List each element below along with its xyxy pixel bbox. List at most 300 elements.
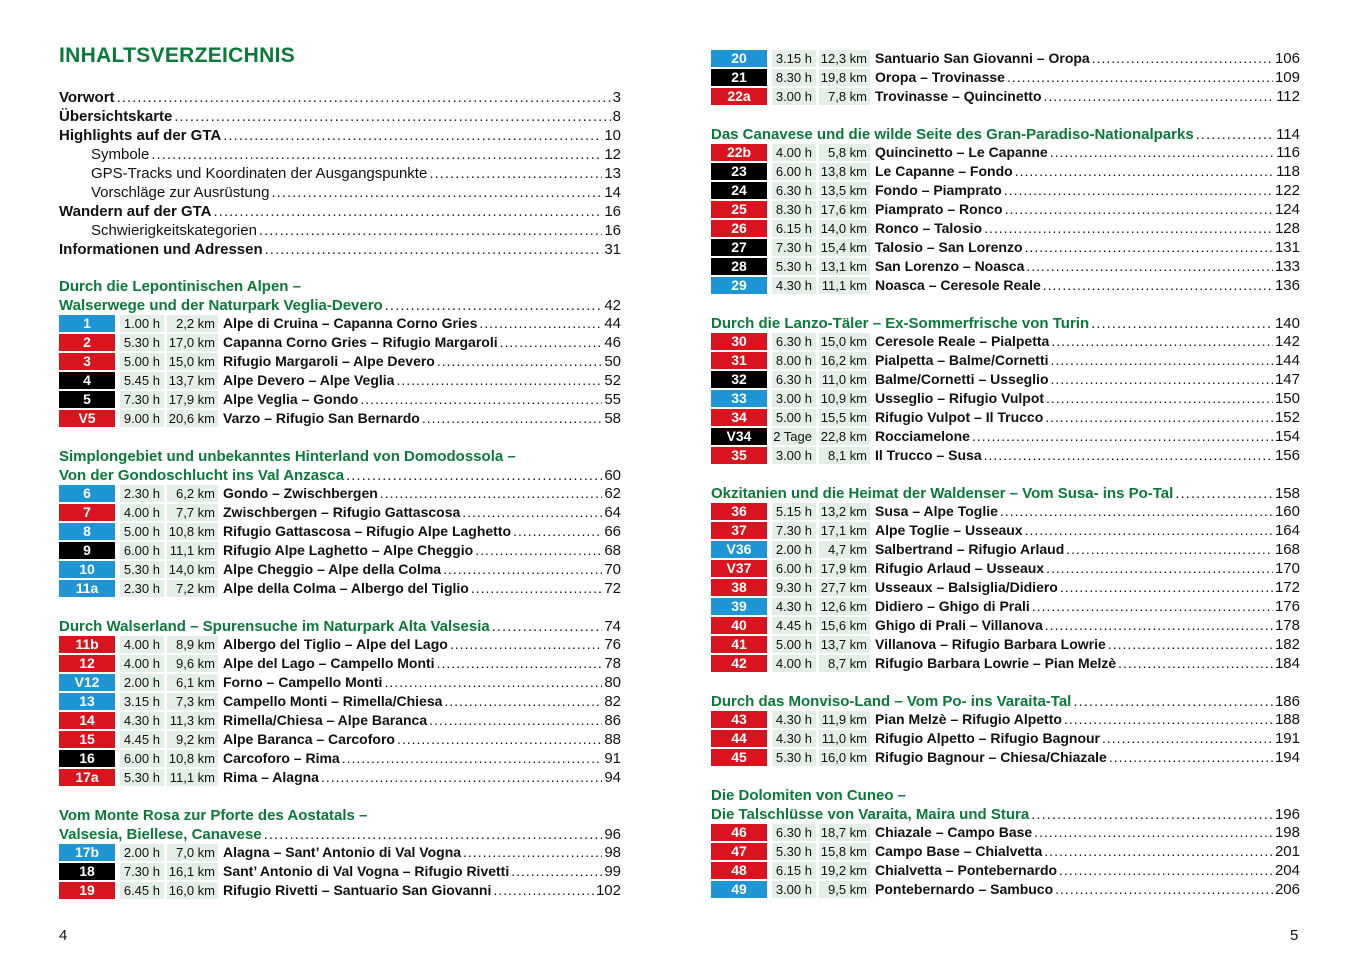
tour-number-badge: 22b <box>711 144 767 161</box>
tour-name: Rifugio Alpe Laghetto – Alpe Cheggio <box>223 542 474 558</box>
tour-row <box>711 881 1300 898</box>
tour-distance: 8,1 km <box>819 447 870 464</box>
tour-row <box>711 598 1300 615</box>
tour-row <box>711 560 1300 577</box>
page-ref: 144 <box>1274 352 1300 369</box>
tour-row <box>59 863 621 880</box>
tour-name: Pontebernardo – Sambuco <box>875 881 1054 897</box>
tour-name: Noasca – Ceresole Reale <box>875 277 1041 293</box>
tour-row <box>711 69 1300 86</box>
leader-dots <box>223 126 602 145</box>
tour-number-badge: 31 <box>711 352 767 369</box>
tour-distance: 8,7 km <box>819 655 870 672</box>
page-ref: 10 <box>604 127 621 144</box>
tour-time: 6.15 h <box>772 220 816 237</box>
leader-dots <box>384 674 602 691</box>
tour-time: 7.30 h <box>120 863 164 880</box>
page-ref: 170 <box>1274 560 1300 577</box>
tour-name: Albergo del Tiglio – Alpe del Lago <box>223 636 448 652</box>
page-ref: 62 <box>604 485 621 502</box>
tour-number-badge: V12 <box>59 674 115 691</box>
page-ref: 191 <box>1274 730 1300 747</box>
tour-time: 3.00 h <box>772 881 816 898</box>
page-ref: 172 <box>1274 579 1300 596</box>
section-heading <box>59 806 621 825</box>
tour-row <box>711 239 1300 256</box>
entry-text: Durch die Lanzo-Täler – Ex-Sommerfrische von Turin <box>711 315 1090 332</box>
page-ref: 46 <box>604 334 621 351</box>
tour-number-badge: 25 <box>711 201 767 218</box>
tour-distance: 10,8 km <box>167 750 218 767</box>
tour-distance: 9,2 km <box>167 731 218 748</box>
leader-dots <box>1055 881 1273 898</box>
leader-dots <box>1059 862 1273 879</box>
page-ref: 70 <box>604 561 621 578</box>
tour-row <box>59 315 621 332</box>
tour-distance: 11,9 km <box>819 711 870 728</box>
tour-name: Salbertrand – Rifugio Arlaud <box>875 541 1065 557</box>
tour-distance: 22,8 km <box>819 428 870 445</box>
tour-number-badge: 10 <box>59 561 115 578</box>
page-ref: 206 <box>1274 881 1300 898</box>
tour-time: 4.30 h <box>120 712 164 729</box>
leader-dots <box>1196 125 1274 144</box>
tour-row <box>711 541 1300 558</box>
tour-row <box>711 503 1300 520</box>
tour-name: Balme/Cornetti – Usseglio <box>875 371 1049 387</box>
tour-row <box>59 372 621 389</box>
leader-dots <box>1044 88 1275 105</box>
page-ref: 96 <box>604 826 621 843</box>
leader-dots <box>380 485 603 502</box>
tour-row <box>711 843 1300 860</box>
tour-name: Campo Base – Chialvetta <box>875 843 1043 859</box>
tour-time: 3.00 h <box>772 390 816 407</box>
page-ref: 16 <box>604 222 621 239</box>
tour-number-badge: 27 <box>711 239 767 256</box>
tour-row <box>711 220 1300 237</box>
leader-dots <box>174 107 610 126</box>
tour-number-badge: 41 <box>711 636 767 653</box>
tour-number-badge: 46 <box>711 824 767 841</box>
tour-number-badge: 15 <box>59 731 115 748</box>
tour-distance: 15,4 km <box>819 239 870 256</box>
tour-time: 2.30 h <box>120 485 164 502</box>
tour-time: 8.00 h <box>772 352 816 369</box>
tour-number-badge: 37 <box>711 522 767 539</box>
tour-time: 4.30 h <box>772 277 816 294</box>
leader-dots <box>511 863 602 880</box>
tour-name: Fondo – Piamprato <box>875 182 1002 198</box>
tour-time: 2.00 h <box>772 541 816 558</box>
page-ref: 178 <box>1274 617 1300 634</box>
tour-number-badge: 5 <box>59 391 115 408</box>
tour-time: 3.00 h <box>772 447 816 464</box>
tour-row <box>711 258 1300 275</box>
tour-row <box>59 542 621 559</box>
leader-dots <box>462 504 602 521</box>
tour-time: 5.30 h <box>120 769 164 786</box>
tour-number-badge: 44 <box>711 730 767 747</box>
toc-entry <box>59 240 621 259</box>
tour-number-badge: 40 <box>711 617 767 634</box>
tour-name: Talosio – San Lorenzo <box>875 239 1023 255</box>
tour-number-badge: 29 <box>711 277 767 294</box>
leader-dots <box>360 391 602 408</box>
tour-time: 9.00 h <box>120 410 164 427</box>
tour-name: Quincinetto – Le Capanne <box>875 144 1048 160</box>
tour-distance: 2,2 km <box>167 315 218 332</box>
tour-row <box>59 485 621 502</box>
tour-distance: 11,0 km <box>819 730 870 747</box>
leader-dots <box>342 750 603 767</box>
tour-row <box>711 163 1300 180</box>
tour-row <box>711 579 1300 596</box>
leader-dots <box>1092 50 1273 67</box>
tour-distance: 6,2 km <box>167 485 218 502</box>
tour-time: 7.30 h <box>772 239 816 256</box>
leader-dots <box>1066 541 1273 558</box>
tour-time: 5.00 h <box>120 523 164 540</box>
tour-row <box>711 862 1300 879</box>
toc-entry <box>59 164 621 183</box>
tour-row <box>711 352 1300 369</box>
entry-text: Übersichtskarte <box>59 108 173 125</box>
tour-name: Alpe di Cruina – Capanna Corno Gries <box>223 315 478 331</box>
leader-dots <box>479 315 602 332</box>
tour-row <box>59 580 621 597</box>
leader-dots <box>397 731 602 748</box>
leader-dots <box>1032 598 1273 615</box>
tour-number-badge: 47 <box>711 843 767 860</box>
leader-dots <box>443 561 602 578</box>
page-ref: 60 <box>604 467 621 484</box>
leader-dots <box>1051 371 1273 388</box>
page-ref: 150 <box>1274 390 1300 407</box>
tour-distance: 11,1 km <box>167 769 218 786</box>
tour-row <box>711 409 1300 426</box>
tour-distance: 11,3 km <box>167 712 218 729</box>
tour-row <box>59 769 621 786</box>
page-ref: 42 <box>604 297 621 314</box>
tour-row <box>711 50 1300 67</box>
tour-time: 5.00 h <box>772 636 816 653</box>
tour-distance: 13,8 km <box>819 163 870 180</box>
tour-number-badge: 4 <box>59 372 115 389</box>
tour-row <box>59 674 621 691</box>
page-ref: 147 <box>1274 371 1300 388</box>
tour-distance: 19,2 km <box>819 862 870 879</box>
toc-entry <box>59 183 621 202</box>
entry-text: GPS-Tracks und Koordinaten der Ausgangspunkte <box>91 165 428 182</box>
page-ref: 152 <box>1274 409 1300 426</box>
page-ref: 50 <box>604 353 621 370</box>
tour-row <box>711 522 1300 539</box>
tour-name: Rifugio Vulpot – Il Trucco <box>875 409 1044 425</box>
tour-row <box>59 391 621 408</box>
tour-time: 5.30 h <box>120 561 164 578</box>
section-heading <box>711 484 1300 503</box>
tour-name: Rifugio Barbara Lowrie – Pian Melzè <box>875 655 1117 671</box>
tour-name: Rocciamelone <box>875 428 970 444</box>
tour-number-badge: V36 <box>711 541 767 558</box>
tour-row <box>59 636 621 653</box>
section-heading <box>59 825 621 844</box>
entry-text: Schwierigkeitskategorien <box>91 222 257 239</box>
tour-distance: 14,0 km <box>167 561 218 578</box>
tour-time: 7.30 h <box>120 391 164 408</box>
tour-time: 4.00 h <box>120 655 164 672</box>
page-ref: 131 <box>1274 239 1300 256</box>
section-heading <box>711 125 1300 144</box>
tour-name: Alpe Devero – Alpe Veglia <box>223 372 395 388</box>
tour-row <box>59 844 621 861</box>
leader-dots <box>265 240 603 259</box>
page-ref: 64 <box>604 504 621 521</box>
page-ref: 114 <box>1276 126 1300 143</box>
leader-dots <box>475 542 602 559</box>
tour-name: Santuario San Giovanni – Oropa <box>875 50 1090 66</box>
tour-name: Trovinasse – Quincinetto <box>875 88 1042 104</box>
tour-number-badge: 11a <box>59 580 115 597</box>
tour-row <box>711 730 1300 747</box>
page-ref: 186 <box>1274 693 1300 710</box>
leader-dots <box>1073 692 1273 711</box>
page-ref: 66 <box>604 523 621 540</box>
tour-name: Rifugio Gattascosa – Rifugio Alpe Laghetto <box>223 523 512 539</box>
tour-distance: 7,7 km <box>167 504 218 521</box>
tour-name: Carcoforo – Rima <box>223 750 340 766</box>
tour-name: Rifugio Arlaud – Usseaux <box>875 560 1045 576</box>
tour-name: Usseaux – Balsiglia/Didiero <box>875 579 1058 595</box>
page-ref: 176 <box>1274 598 1300 615</box>
tour-distance: 4,7 km <box>819 541 870 558</box>
tour-time: 4.30 h <box>772 711 816 728</box>
leader-dots <box>444 693 602 710</box>
tour-time: 6.00 h <box>120 750 164 767</box>
page-ref: 102 <box>595 882 621 899</box>
entry-text: Von der Gondoschlucht ins Val Anzasca <box>59 467 345 484</box>
tour-number-badge: 9 <box>59 542 115 559</box>
toc-entry <box>59 202 621 221</box>
leader-dots <box>1102 730 1273 747</box>
tour-name: Forno – Campello Monti <box>223 674 383 690</box>
entry-text: Wandern auf der GTA <box>59 203 212 220</box>
page-ref: 106 <box>1274 50 1300 67</box>
leader-dots <box>1025 239 1273 256</box>
tour-number-badge: 20 <box>711 50 767 67</box>
tour-time: 3.00 h <box>772 88 816 105</box>
leader-dots <box>450 636 603 653</box>
tour-time: 6.00 h <box>772 163 816 180</box>
tour-distance: 15,5 km <box>819 409 870 426</box>
tour-number-badge: 3 <box>59 353 115 370</box>
entry-text: Simplongebiet und unbekanntes Hinterland von Domodossola – <box>59 448 516 465</box>
tour-row <box>59 353 621 370</box>
tour-name: Chialvetta – Pontebernardo <box>875 862 1058 878</box>
page-ref: 156 <box>1274 447 1300 464</box>
tour-number-badge: 43 <box>711 711 767 728</box>
tour-name: Gondo – Zwischbergen <box>223 485 378 501</box>
leader-dots <box>1064 711 1273 728</box>
page-ref: 58 <box>604 410 621 427</box>
tour-number-badge: 16 <box>59 750 115 767</box>
leader-dots <box>1051 333 1273 350</box>
tour-time: 4.00 h <box>120 504 164 521</box>
tour-number-badge: 42 <box>711 655 767 672</box>
tour-number-badge: 33 <box>711 390 767 407</box>
page-ref: 72 <box>604 580 621 597</box>
tour-distance: 27,7 km <box>819 579 870 596</box>
tour-name: Rifugio Margaroli – Alpe Devero <box>223 353 435 369</box>
tour-name: Didiero – Ghigo di Prali <box>875 598 1030 614</box>
tour-distance: 17,0 km <box>167 334 218 351</box>
tour-row <box>711 617 1300 634</box>
leader-dots <box>471 580 602 597</box>
entry-text: Okzitanien und die Heimat der Waldenser – Vom Susa- ins Po-Tal <box>711 485 1174 502</box>
tour-time: 2.00 h <box>120 674 164 691</box>
tour-distance: 11,0 km <box>819 371 870 388</box>
tour-number-badge: 23 <box>711 163 767 180</box>
tour-name: Alagna – Sant’ Antonio di Val Vogna <box>223 844 462 860</box>
tour-time: 6.30 h <box>772 333 816 350</box>
tour-number-badge: 24 <box>711 182 767 199</box>
page-ref: 3 <box>612 89 621 106</box>
tour-row <box>711 655 1300 672</box>
tour-row <box>59 523 621 540</box>
tour-time: 6.30 h <box>772 824 816 841</box>
leader-dots <box>271 183 602 202</box>
tour-time: 5.30 h <box>120 334 164 351</box>
tour-name: Alpe Cheggio – Alpe della Colma <box>223 561 442 577</box>
tour-number-badge: 36 <box>711 503 767 520</box>
leader-dots <box>1046 390 1273 407</box>
page-ref: 31 <box>604 241 621 258</box>
tour-row <box>711 447 1300 464</box>
tour-name: Pialpetta – Balme/Cornetti <box>875 352 1049 368</box>
toc-entry <box>59 88 621 107</box>
tour-number-badge: 38 <box>711 579 767 596</box>
page-ref: 116 <box>1276 144 1300 161</box>
leader-dots <box>1015 163 1274 180</box>
leader-dots <box>1025 522 1273 539</box>
tour-name: Villanova – Rifugio Barbara Lowrie <box>875 636 1106 652</box>
tour-time: 4.00 h <box>772 144 816 161</box>
leader-dots <box>1051 352 1273 369</box>
tour-distance: 13,7 km <box>819 636 870 653</box>
tour-time: 2.00 h <box>120 844 164 861</box>
tour-number-badge: 35 <box>711 447 767 464</box>
tour-number-badge: 18 <box>59 863 115 880</box>
tour-row <box>59 750 621 767</box>
leader-dots <box>1091 314 1273 333</box>
tour-time: 5.30 h <box>772 843 816 860</box>
leader-dots <box>259 221 602 240</box>
tour-row <box>711 333 1300 350</box>
page-ref: 168 <box>1274 541 1300 558</box>
tour-number-badge: 19 <box>59 882 115 899</box>
entry-text: Walserwege und der Naturpark Veglia-Devero <box>59 297 383 314</box>
tour-number-badge: V37 <box>711 560 767 577</box>
page-ref: 160 <box>1274 503 1300 520</box>
tour-number-badge: 14 <box>59 712 115 729</box>
tour-name: Piamprato – Ronco <box>875 201 1003 217</box>
page-ref: 99 <box>604 863 621 880</box>
page-title: INHALTSVERZEICHNIS <box>59 44 296 67</box>
leader-dots <box>214 202 603 221</box>
tour-distance: 13,1 km <box>819 258 870 275</box>
tour-number-badge: V34 <box>711 428 767 445</box>
leader-dots <box>1031 805 1273 824</box>
tour-distance: 13,5 km <box>819 182 870 199</box>
tour-distance: 16,0 km <box>167 882 218 899</box>
tour-name: Rimella/Chiesa – Alpe Baranca <box>223 712 428 728</box>
tour-time: 4.00 h <box>120 636 164 653</box>
tour-name: San Lorenzo – Noasca <box>875 258 1025 274</box>
tour-time: 5.30 h <box>772 258 816 275</box>
page-ref: 196 <box>1274 806 1300 823</box>
tour-number-badge: 2 <box>59 334 115 351</box>
tour-number-badge: 11b <box>59 636 115 653</box>
page-ref: 118 <box>1276 163 1300 180</box>
page-ref: 188 <box>1274 711 1300 728</box>
tour-row <box>711 749 1300 766</box>
tour-name: Zwischbergen – Rifugio Gattascosa <box>223 504 461 520</box>
tour-time: 6.00 h <box>120 542 164 559</box>
leader-dots <box>1046 560 1273 577</box>
tour-name: Alpe della Colma – Albergo del Tiglio <box>223 580 469 596</box>
page-ref: 133 <box>1274 258 1300 275</box>
leader-dots <box>321 769 602 786</box>
leader-dots <box>396 372 602 389</box>
tour-distance: 11,1 km <box>819 277 870 294</box>
leader-dots <box>1007 69 1273 86</box>
tour-number-badge: 21 <box>711 69 767 86</box>
tour-number-badge: 12 <box>59 655 115 672</box>
page-ref: 204 <box>1274 862 1300 879</box>
entry-text: Vorwort <box>59 89 115 106</box>
tour-distance: 12,3 km <box>819 50 870 67</box>
page-number-left: 4 <box>59 927 68 944</box>
page-ref: 80 <box>604 674 621 691</box>
section-heading <box>711 805 1300 824</box>
tour-distance: 15,0 km <box>167 353 218 370</box>
leader-dots <box>117 88 611 107</box>
tour-distance: 15,0 km <box>819 333 870 350</box>
page-ref: 74 <box>604 618 621 635</box>
tour-distance: 14,0 km <box>819 220 870 237</box>
tour-number-badge: 32 <box>711 371 767 388</box>
tour-name: Alpe Toglie – Usseaux <box>875 522 1023 538</box>
tour-row <box>59 561 621 578</box>
tour-time: 9.30 h <box>772 579 816 596</box>
tour-number-badge: 8 <box>59 523 115 540</box>
leader-dots <box>1050 144 1274 161</box>
section-heading <box>59 296 621 315</box>
tour-row <box>59 655 621 672</box>
tour-name: Capanna Corno Gries – Rifugio Margaroli <box>223 334 498 350</box>
tour-time: 4.30 h <box>772 598 816 615</box>
leader-dots <box>1175 484 1273 503</box>
tour-row <box>59 693 621 710</box>
page-ref: 82 <box>604 693 621 710</box>
tour-row <box>59 882 621 899</box>
tour-row <box>711 182 1300 199</box>
tour-number-badge: 39 <box>711 598 767 615</box>
tour-name: Alpe del Lago – Campello Monti <box>223 655 435 671</box>
toc-entry <box>59 221 621 240</box>
tour-number-badge: 13 <box>59 693 115 710</box>
